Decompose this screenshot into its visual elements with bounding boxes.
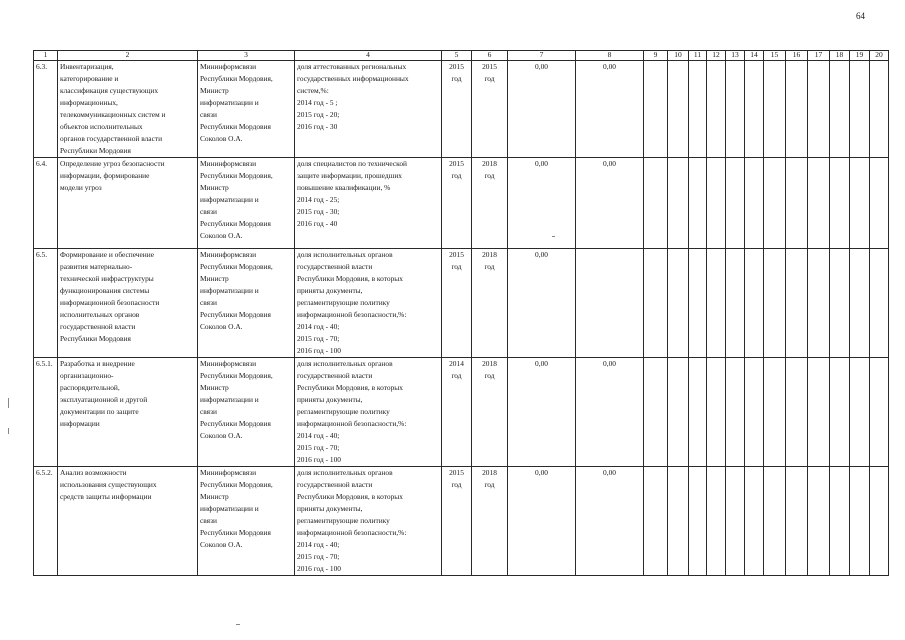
table-row — [34, 467, 889, 576]
end-year: 2015 год — [472, 61, 508, 158]
empty-cell — [726, 158, 745, 249]
empty-cell — [689, 158, 707, 249]
empty-cell — [786, 249, 808, 358]
empty-cell — [830, 358, 850, 467]
empty-cell — [786, 467, 808, 576]
empty-cell — [870, 158, 889, 249]
scan-speck — [236, 624, 240, 625]
empty-cell — [707, 61, 726, 158]
table-row — [34, 249, 889, 358]
empty-cell — [764, 249, 786, 358]
empty-cell — [808, 158, 830, 249]
empty-cell — [707, 158, 726, 249]
empty-cell — [808, 358, 830, 467]
empty-cell — [668, 158, 689, 249]
empty-cell — [870, 358, 889, 467]
column-header: 9 — [644, 51, 668, 61]
table-row — [34, 358, 889, 467]
column-header: 20 — [870, 51, 889, 61]
empty-cell — [786, 61, 808, 158]
program-activities-table — [33, 50, 889, 576]
end-year: 2018 год — [472, 467, 508, 576]
empty-cell — [689, 467, 707, 576]
empty-cell — [808, 61, 830, 158]
target-indicator: доля аттестованных региональных государственных информационных систем,%: 2014 год - 5 ; 2015 год - 20; 2016 год - 30 — [295, 61, 442, 158]
start-year: 2015 год — [442, 61, 472, 158]
empty-cell — [668, 358, 689, 467]
column-header: 7 — [508, 51, 576, 61]
empty-cell — [850, 61, 870, 158]
empty-cell — [668, 249, 689, 358]
column-header: 5 — [442, 51, 472, 61]
empty-cell — [870, 61, 889, 158]
empty-cell — [830, 61, 850, 158]
empty-cell — [707, 358, 726, 467]
table-row — [34, 61, 889, 158]
table-row — [34, 158, 889, 249]
column-header: 13 — [726, 51, 745, 61]
empty-cell — [644, 61, 668, 158]
column-header: 15 — [764, 51, 786, 61]
start-year: 2015 год — [442, 249, 472, 358]
empty-cell — [745, 358, 764, 467]
responsible-executor: Мининформсвязи Республики Мордовия, Министр информатизации и связи Республики Мордовия Соколов О.А. — [198, 158, 295, 249]
empty-cell — [707, 467, 726, 576]
empty-cell — [644, 358, 668, 467]
column-header: 4 — [295, 51, 442, 61]
empty-cell — [644, 158, 668, 249]
empty-cell — [764, 358, 786, 467]
column-header: 16 — [786, 51, 808, 61]
scan-speck — [8, 398, 9, 408]
item-number: 6.5.2. — [34, 467, 58, 576]
responsible-executor: Мининформсвязи Республики Мордовия, Министр информатизации и связи Республики Мордовия Соколов О.А. — [198, 358, 295, 467]
empty-cell — [745, 467, 764, 576]
column-header: 1 — [34, 51, 58, 61]
empty-cell — [850, 158, 870, 249]
responsible-executor: Мининформсвязи Республики Мордовия, Министр информатизации и связи Республики Мордовия Соколов О.А. — [198, 467, 295, 576]
column-header: 6 — [472, 51, 508, 61]
target-indicator: доля исполнительных органов государственной власти Республики Мордовия, в которых приняты документы, регламентирующие политику информационной безопасности,%: 2014 год - 40; 2015 год - 70; 2016 год - 100 — [295, 467, 442, 576]
target-indicator: доля специалистов по технической защите информации, прошедших повышение квалификации, % 2014 год - 25; 2015 год - 30; 2016 год - 40 — [295, 158, 442, 249]
empty-cell — [850, 467, 870, 576]
item-number: 6.5.1. — [34, 358, 58, 467]
item-number: 6.5. — [34, 249, 58, 358]
empty-cell — [689, 61, 707, 158]
empty-cell — [644, 249, 668, 358]
start-year: 2015 год — [442, 158, 472, 249]
column-header: 19 — [850, 51, 870, 61]
empty-cell — [707, 249, 726, 358]
item-number: 6.4. — [34, 158, 58, 249]
activity-name: Анализ возможности использования существующих средств защиты информации — [58, 467, 198, 576]
column-header: 11 — [689, 51, 707, 61]
funding-value: 0,00 — [508, 158, 576, 249]
funding-value: 0,00 — [508, 61, 576, 158]
empty-cell — [850, 249, 870, 358]
empty-cell — [726, 358, 745, 467]
responsible-executor: Мининформсвязи Республики Мордовия, Министр информатизации и связи Республики Мордовия Соколов О.А. — [198, 61, 295, 158]
empty-cell — [668, 61, 689, 158]
column-header: 12 — [707, 51, 726, 61]
activity-name: Разработка и внедрение организационно- распорядительной, эксплуатационной и другой документации по защите информации — [58, 358, 198, 467]
empty-cell — [644, 467, 668, 576]
funding-value: 0,00 — [508, 358, 576, 467]
empty-cell — [745, 249, 764, 358]
empty-cell — [764, 61, 786, 158]
column-header: 18 — [830, 51, 850, 61]
column-header: 10 — [668, 51, 689, 61]
empty-cell — [808, 249, 830, 358]
funding-value: 0,00 — [576, 467, 644, 576]
responsible-executor: Мининформсвязи Республики Мордовия, Министр информатизации и связи Республики Мордовия Соколов О.А. — [198, 249, 295, 358]
item-number: 6.3. — [34, 61, 58, 158]
funding-value: 0,00 — [508, 467, 576, 576]
empty-cell — [689, 358, 707, 467]
empty-cell — [830, 249, 850, 358]
empty-cell — [786, 358, 808, 467]
column-header: 2 — [58, 51, 198, 61]
empty-cell — [764, 158, 786, 249]
column-header: 8 — [576, 51, 644, 61]
scan-speck — [8, 428, 9, 434]
empty-cell — [726, 61, 745, 158]
empty-cell — [726, 467, 745, 576]
funding-value: 0,00 — [508, 249, 576, 358]
column-header: 14 — [745, 51, 764, 61]
empty-cell — [745, 158, 764, 249]
funding-value: 0,00 — [576, 358, 644, 467]
funding-value: 0,00 — [576, 61, 644, 158]
column-header: 3 — [198, 51, 295, 61]
end-year: 2018 год — [472, 249, 508, 358]
empty-cell — [668, 467, 689, 576]
activity-name: Определение угроз безопасности информации, формирование модели угроз — [58, 158, 198, 249]
funding-value — [576, 249, 644, 358]
column-number-row — [34, 51, 889, 61]
end-year: 2018 год — [472, 358, 508, 467]
activity-name: Инвентаризация, категорирование и классификация существующих информационных, телекоммуникационных систем и объектов исполнительных органов государственной власти Республики Мордовия — [58, 61, 198, 158]
end-year: 2018 год — [472, 158, 508, 249]
start-year: 2015 год — [442, 467, 472, 576]
empty-cell — [850, 358, 870, 467]
empty-cell — [830, 467, 850, 576]
empty-cell — [870, 467, 889, 576]
empty-cell — [808, 467, 830, 576]
empty-cell — [745, 61, 764, 158]
activity-name: Формирование и обеспечение развития материально- технической инфраструктуры функционирования системы информационной безопасности исполнительных органов государственной власти Республики Мордовия — [58, 249, 198, 358]
start-year: 2014 год — [442, 358, 472, 467]
target-indicator: доля исполнительных органов государственной власти Республики Мордовия, в которых приняты документы, регламентирующие политику информационной безопасности,%: 2014 год - 40; 2015 год - 70; 2016 год - 100 — [295, 249, 442, 358]
target-indicator: доля исполнительных органов государственной власти Республики Мордовия, в которых приняты документы, регламентирующие политику информационной безопасности,%: 2014 год - 40; 2015 год - 70; 2016 год - 100 — [295, 358, 442, 467]
empty-cell — [689, 249, 707, 358]
empty-cell — [830, 158, 850, 249]
empty-cell — [764, 467, 786, 576]
empty-cell — [786, 158, 808, 249]
funding-value: 0,00 — [576, 158, 644, 249]
page-number: 64 — [856, 11, 865, 21]
column-header: 17 — [808, 51, 830, 61]
scan-speck — [552, 236, 555, 237]
empty-cell — [870, 249, 889, 358]
empty-cell — [726, 249, 745, 358]
